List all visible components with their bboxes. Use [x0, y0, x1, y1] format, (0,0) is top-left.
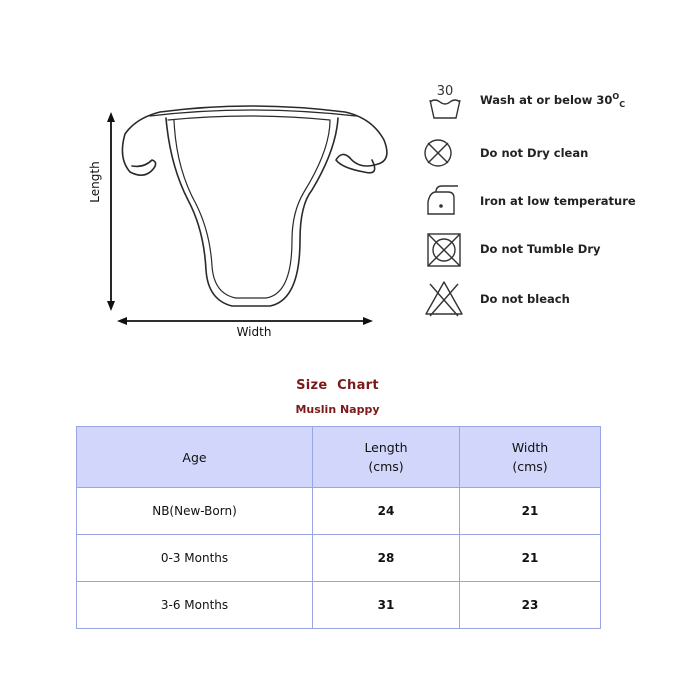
table-row — [77, 488, 601, 535]
cell-length: 24 — [313, 488, 460, 535]
care-item-bleach — [424, 278, 570, 320]
cell-age: 3-6 Months — [77, 582, 313, 629]
care-label-iron: Iron at low temperature — [480, 194, 636, 208]
cell-width: 21 — [460, 535, 601, 582]
cell-length: 31 — [313, 582, 460, 629]
care-item-iron — [424, 180, 636, 222]
nappy-outline — [122, 106, 386, 306]
size-chart-title: Size Chart — [296, 378, 379, 393]
table-row — [77, 535, 601, 582]
header-width: Width (cms) — [460, 427, 601, 488]
header-length: Length (cms) — [313, 427, 460, 488]
table-header-row — [77, 427, 601, 488]
size-table — [76, 426, 601, 629]
cell-width: 23 — [460, 582, 601, 629]
care-label-bleach: Do not bleach — [480, 292, 570, 306]
cell-age: 0-3 Months — [77, 535, 313, 582]
care-label-tumble-dry: Do not Tumble Dry — [480, 242, 601, 256]
length-arrow — [107, 112, 115, 311]
width-arrow — [117, 317, 373, 325]
table-row — [77, 582, 601, 629]
size-chart-subtitle: Muslin Nappy — [295, 403, 380, 416]
care-item-dry-clean — [424, 132, 588, 174]
cell-length: 28 — [313, 535, 460, 582]
svg-text:30: 30 — [436, 84, 454, 99]
no-dry-clean-icon — [424, 132, 466, 174]
no-tumble-dry-icon — [424, 228, 466, 270]
cell-width: 21 — [460, 488, 601, 535]
wash-30-icon — [424, 80, 466, 122]
iron-low-icon — [424, 180, 466, 222]
care-item-tumble-dry — [424, 228, 600, 270]
header-age: Age — [77, 427, 313, 488]
care-item-wash — [424, 80, 625, 122]
care-label-dry-clean: Do not Dry clean — [480, 146, 589, 160]
width-label: Width — [236, 325, 272, 339]
no-bleach-icon — [424, 278, 466, 320]
care-label-wash: Wash at or below $30^O_C$ — [480, 92, 626, 110]
length-label: Length — [88, 161, 102, 203]
cell-age: NB(New-Born) — [77, 488, 313, 535]
